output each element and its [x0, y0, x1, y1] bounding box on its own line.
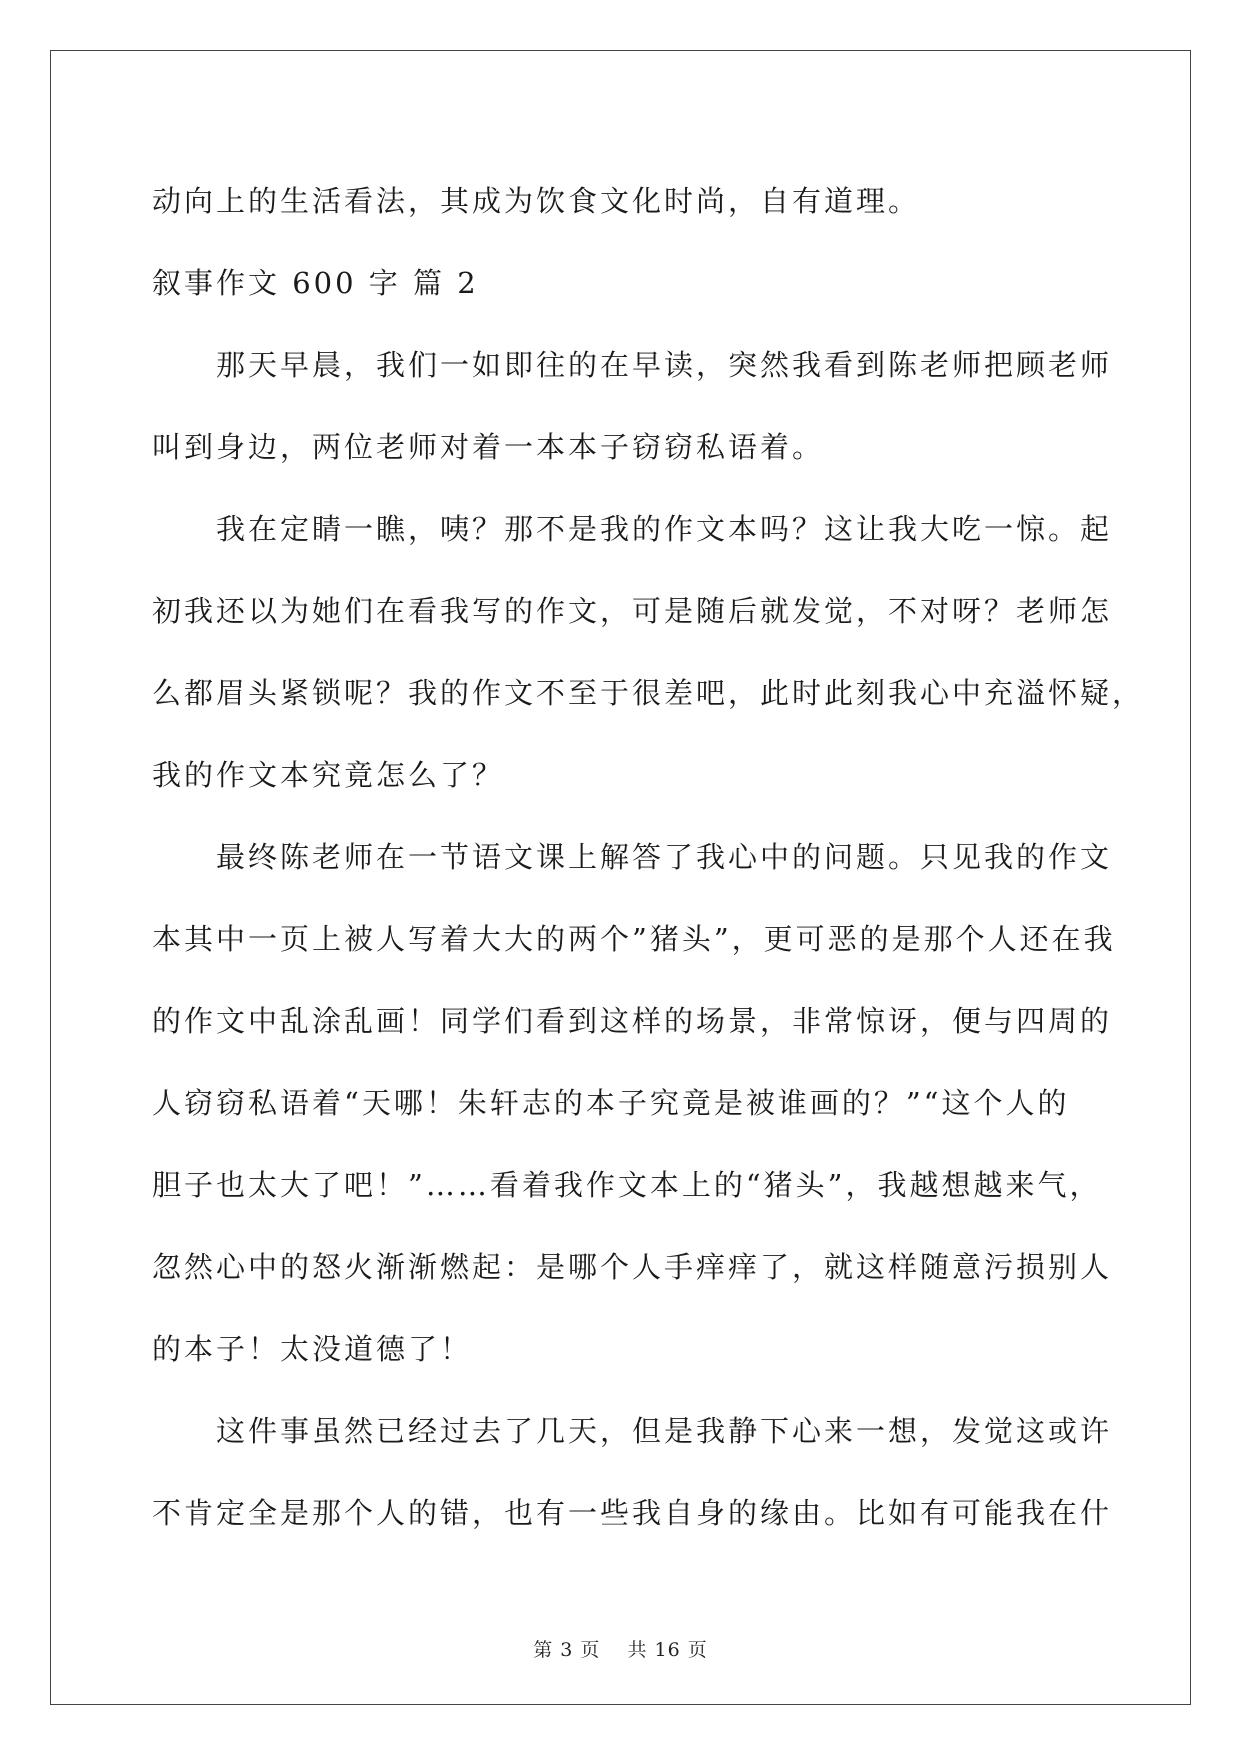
page-number-current: 第 3 页: [533, 1639, 601, 1661]
page-number-total: 共 16 页: [627, 1639, 708, 1661]
page-footer: [0, 1635, 1241, 1662]
text-line-4: 叫到身边，两位老师对着一本本子窃窃私语着。: [152, 430, 825, 464]
section-heading: 叙事作文 600 字 篇 2: [152, 266, 479, 300]
text-line-15: 的本子！太没道德了！: [152, 1332, 473, 1366]
text-line-14: 忽然心中的怒火渐渐燃起：是哪个人手痒痒了，就这样随意污损别人: [152, 1250, 1113, 1284]
text-line-11: 的作文中乱涂乱画！同学们看到这样的场景，非常惊讶，便与四周的: [152, 1004, 1113, 1038]
text-line-6: 初我还以为她们在看我写的作文，可是随后就发觉，不对呀？老师怎: [152, 594, 1113, 628]
text-line-1: 动向上的生活看法，其成为饮食文化时尚，自有道理。: [152, 184, 921, 218]
text-line-8: 我的作文本究竟怎么了？: [152, 758, 505, 792]
document-body: [152, 160, 1145, 1554]
text-line-10: 本其中一页上被人写着大大的两个”猪头”，更可恶的是那个人还在我: [152, 922, 1116, 956]
text-line-16: 这件事虽然已经过去了几天，但是我静下心来一想，发觉这或许: [216, 1414, 1113, 1448]
text-line-3: 那天早晨，我们一如即往的在早读，突然我看到陈老师把顾老师: [216, 348, 1113, 382]
text-line-5: 我在定睛一瞧，咦？那不是我的作文本吗？这让我大吃一惊。起: [216, 512, 1113, 546]
text-line-13: 胆子也太大了吧！”……看着我作文本上的“猪头”，我越想越来气，: [152, 1168, 1102, 1202]
text-line-9: 最终陈老师在一节语文课上解答了我心中的问题。只见我的作文: [216, 840, 1113, 874]
text-line-12: 人窃窃私语着“天哪！朱轩志的本子究竟是被谁画的？”“这个人的: [152, 1086, 1070, 1120]
text-line-17: 不肯定全是那个人的错，也有一些我自身的缘由。比如有可能我在什: [152, 1496, 1113, 1530]
text-line-7: 么都眉头紧锁呢？我的作文不至于很差吧，此时此刻我心中充溢怀疑，: [152, 676, 1145, 710]
